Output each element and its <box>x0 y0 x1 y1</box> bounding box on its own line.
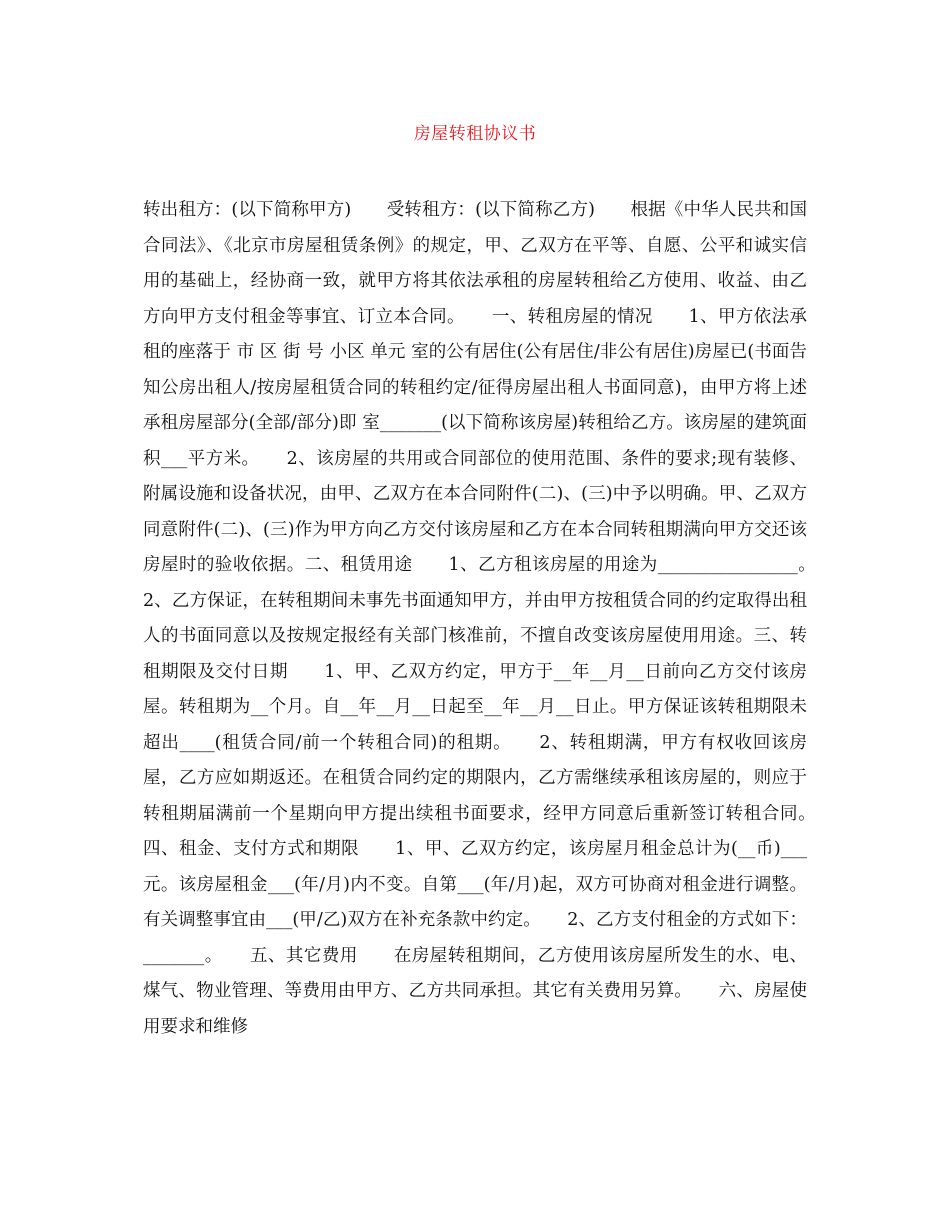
document-body: 转出租方：(以下简称甲方) 受转租方：(以下简称乙方) 根据《中华人民共和国合同法》、《北京市房屋租赁条例》的规定，甲、乙双方在平等、自愿、公平和诚实信用的基础上，经协商一致，就甲方将其依法承租的房屋转租给乙方使用、收益、由乙方向甲方支付租金等事宜、订立本合同。 一、转租房屋的情况 1、甲方依法承租的座落于 市 区 街 号 小区 单元 室的公有居住(公有居住/非公有居住)房屋已(书面告知公房出租人/按房屋租赁合同的转租约定/征得房屋出租人书面同意)，由甲方将上述承租房屋部分(全部/部分)即 室_______(以下简称该房屋)转租给乙方。该房屋的建筑面积___平方米。 2、该房屋的共用或合同部位的使用范围、条件的要求;现有装修、附属设施和设备状况，由甲、乙双方在本合同附件(二)、(三)中予以明确。甲、乙双方同意附件(二)、(三)作为甲方向乙方交付该房屋和乙方在本合同转租期满向甲方交还该房屋时的验收依据。二、租赁用途 1、乙方租该房屋的用途为________________。 2、乙方保证，在转租期间未事先书面通知甲方，并由甲方按租赁合同的约定取得出租人的书面同意以及按规定报经有关部门核准前，不擅自改变该房屋使用用途。三、转租期限及交付日期 1、甲、乙双方约定，甲方于__年__月__日前向乙方交付该房屋。转租期为__个月。自__年__月__日起至__年__月__日止。甲方保证该转租期限未超出____(租赁合同/前一个转租合同)的租期。 2、转租期满，甲方有权收回该房屋，乙方应如期返还。在租赁合同约定的期限内，乙方需继续承租该房屋的，则应于转租期届满前一个星期向甲方提出续租书面要求，经甲方同意后重新签订转租合同。 四、租金、支付方式和期限 1、甲、乙双方约定，该房屋月租金总计为(__币)___元。该房屋租金___(年/月)内不变。自第___(年/月)起，双方可协商对租金进行调整。有关调整事宜由___(甲/乙)双方在补充条款中约定。 2、乙方支付租金的方式如下：_______。 五、其它费用 在房屋转租期间，乙方使用该房屋所发生的水、电、煤气、物业管理、等费用由甲方、乙方共同承担。其它有关费用另算。 六、房屋使用要求和维修 <box>143 200 842 1037</box>
document-title: 房屋转租协议书 <box>413 124 537 144</box>
